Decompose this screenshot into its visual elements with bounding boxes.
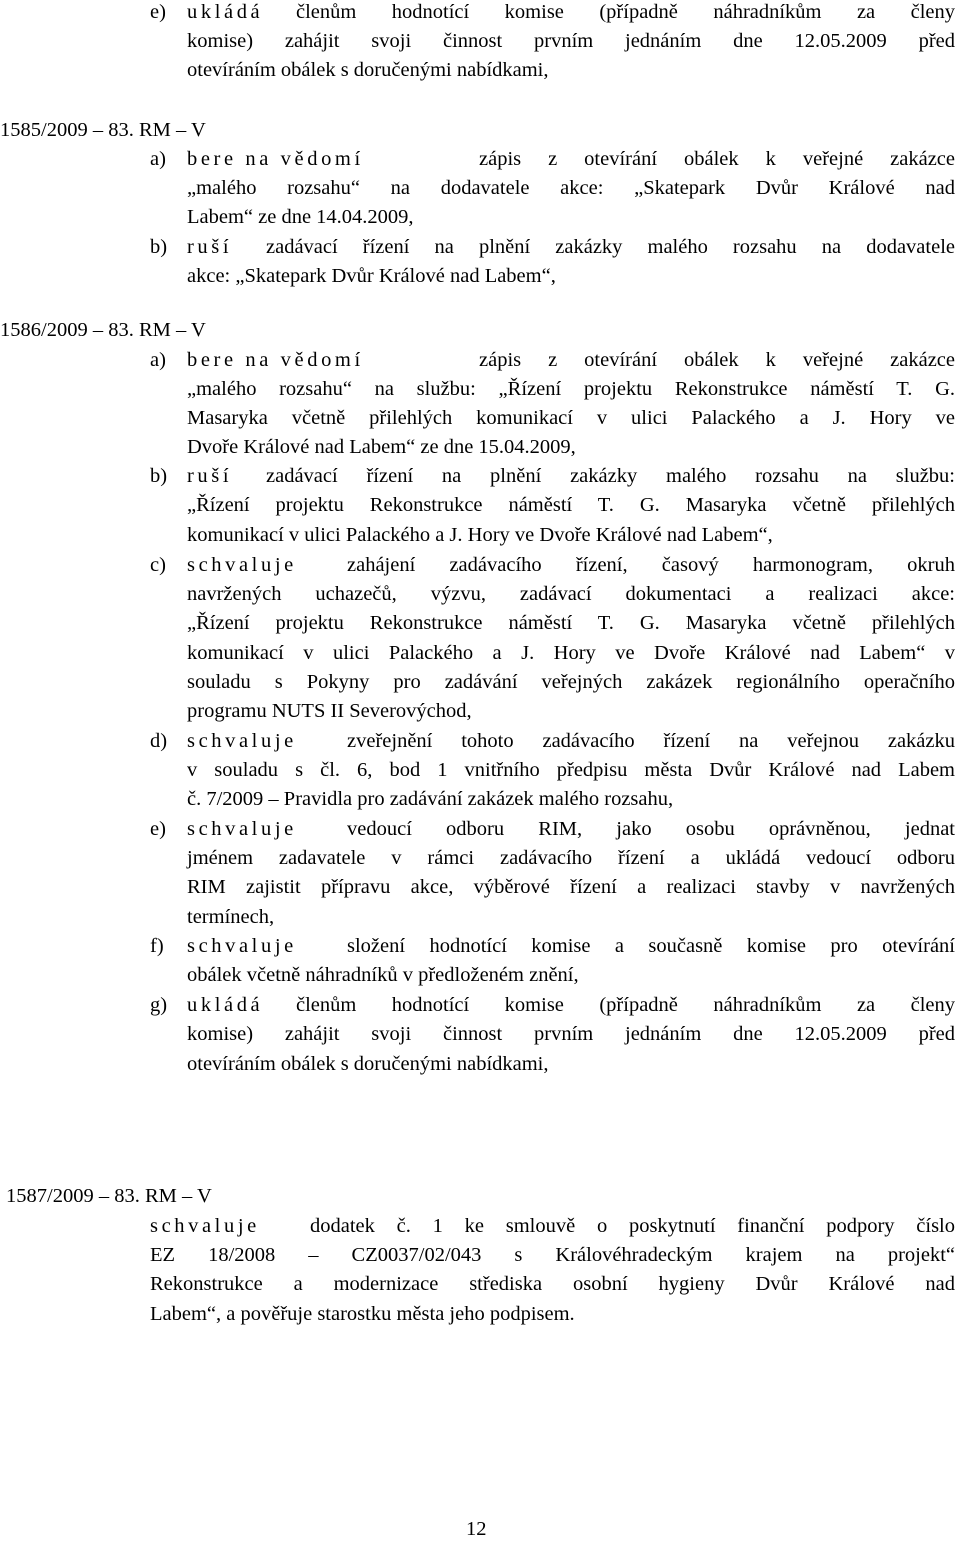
- item-verb: bere na vědomí: [187, 148, 364, 170]
- resolution-header: 1587/2009 – 83. RM – V: [6, 1185, 212, 1207]
- item-label: c): [150, 554, 166, 576]
- item-text-line: Labem“ ze dne 14.04.2009,: [187, 206, 414, 228]
- item-text-line: „Řízení projektu Rekonstrukce náměstí T. G. Masaryka včetně přilehlých: [187, 494, 955, 516]
- item-text-line: akce: „Skatepark Dvůr Králové nad Labem“,: [187, 265, 556, 287]
- resolution-header: 1586/2009 – 83. RM – V: [0, 319, 206, 341]
- item-label: f): [150, 935, 164, 957]
- item-text-line: zadávací řízení na plnění zakázky malého rozsahu na službu:: [266, 465, 955, 487]
- item-verb: ukládá: [187, 1, 264, 23]
- item-label: b): [150, 465, 168, 487]
- item-text-line: zápis z otevírání obálek k veřejné zakázce: [479, 349, 955, 371]
- item-text-line: v souladu s čl. 6, bod 1 vnitřního předpisu města Dvůr Králové nad Labem: [187, 759, 955, 781]
- item-verb: bere na vědomí: [187, 349, 364, 371]
- page-number: 12: [466, 1518, 487, 1540]
- item-text-line: jménem zadavatele v rámci zadávacího řízení a ukládá vedoucí odboru: [187, 847, 955, 869]
- resolution-header: 1585/2009 – 83. RM – V: [0, 119, 206, 141]
- item-label: e): [150, 1, 166, 23]
- item-text-line: EZ 18/2008 – CZ0037/02/043 s Královéhradeckým krajem na projekt“: [150, 1244, 955, 1266]
- item-text-line: obálek včetně náhradníků v předloženém znění,: [187, 964, 579, 986]
- item-text-line: č. 7/2009 – Pravidla pro zadávání zakázek malého rozsahu,: [187, 788, 674, 810]
- item-text-line: komunikací v ulici Palackého a J. Hory ve Dvoře Králové nad Labem“ v: [187, 642, 955, 664]
- item-verb: ruší: [187, 236, 233, 258]
- item-text-line: zveřejnění tohoto zadávacího řízení na veřejnou zakázku: [347, 730, 955, 752]
- item-label: g): [150, 994, 168, 1016]
- item-text-line: komunikací v ulici Palackého a J. Hory ve Dvoře Králové nad Labem“,: [187, 524, 773, 546]
- item-text-line: Rekonstrukce a modernizace střediska osobní hygieny Dvůr Králové nad: [150, 1273, 955, 1295]
- item-text-line: Masaryka včetně přilehlých komunikací v ulici Palackého a J. Hory ve: [187, 407, 955, 429]
- item-text-line: Labem“, a pověřuje starostku města jeho podpisem.: [150, 1303, 575, 1325]
- item-text-line: komise) zahájit svoji činnost prvním jednáním dne 12.05.2009 před: [187, 30, 955, 52]
- item-text-line: komise) zahájit svoji činnost prvním jednáním dne 12.05.2009 před: [187, 1023, 955, 1045]
- item-verb: schvaluje: [187, 935, 297, 957]
- item-text-line: otevíráním obálek s doručenými nabídkami,: [187, 59, 549, 81]
- item-verb: schvaluje: [187, 730, 297, 752]
- item-text-line: termínech,: [187, 906, 275, 928]
- item-text-line: zadávací řízení na plnění zakázky malého rozsahu na dodavatele: [266, 236, 955, 258]
- item-verb: schvaluje: [187, 818, 297, 840]
- item-text-line: zahájení zadávacího řízení, časový harmonogram, okruh: [347, 554, 955, 576]
- item-label: a): [150, 148, 166, 170]
- item-text-line: dodatek č. 1 ke smlouvě o poskytnutí finanční podpory číslo: [310, 1215, 955, 1237]
- item-text-line: zápis z otevírání obálek k veřejné zakázce: [479, 148, 955, 170]
- item-text-line: složení hodnotící komise a současně komise pro otevírání: [347, 935, 955, 957]
- item-text-line: „malého rozsahu“ na službu: „Řízení projektu Rekonstrukce náměstí T. G.: [187, 378, 955, 400]
- item-verb: ukládá: [187, 994, 264, 1016]
- item-text-line: otevíráním obálek s doručenými nabídkami,: [187, 1053, 549, 1075]
- item-text-line: Dvoře Králové nad Labem“ ze dne 15.04.2009,: [187, 436, 576, 458]
- item-text-line: programu NUTS II Severovýchod,: [187, 700, 472, 722]
- item-label: e): [150, 818, 166, 840]
- item-text-line: navržených uchazečů, výzvu, zadávací dokumentaci a realizaci akce:: [187, 583, 955, 605]
- item-text-line: RIM zajistit přípravu akce, výběrové řízení a realizaci stavby v navržených: [187, 876, 955, 898]
- item-label: a): [150, 349, 166, 371]
- item-text-line: vedoucí odboru RIM, jako osobu oprávněnou, jednat: [347, 818, 955, 840]
- item-text-line: členům hodnotící komise (případně náhradníkům za členy: [296, 994, 955, 1016]
- item-text-line: členům hodnotící komise (případně náhradníkům za členy: [296, 1, 955, 23]
- item-label: d): [150, 730, 168, 752]
- item-verb: schvaluje: [187, 554, 297, 576]
- item-verb: ruší: [187, 465, 233, 487]
- item-text-line: souladu s Pokyny pro zadávání veřejných zakázek regionálního operačního: [187, 671, 955, 693]
- item-text-line: „malého rozsahu“ na dodavatele akce: „Skatepark Dvůr Králové nad: [187, 177, 955, 199]
- item-verb: schvaluje: [150, 1215, 260, 1237]
- item-text-line: „Řízení projektu Rekonstrukce náměstí T. G. Masaryka včetně přilehlých: [187, 612, 955, 634]
- item-label: b): [150, 236, 168, 258]
